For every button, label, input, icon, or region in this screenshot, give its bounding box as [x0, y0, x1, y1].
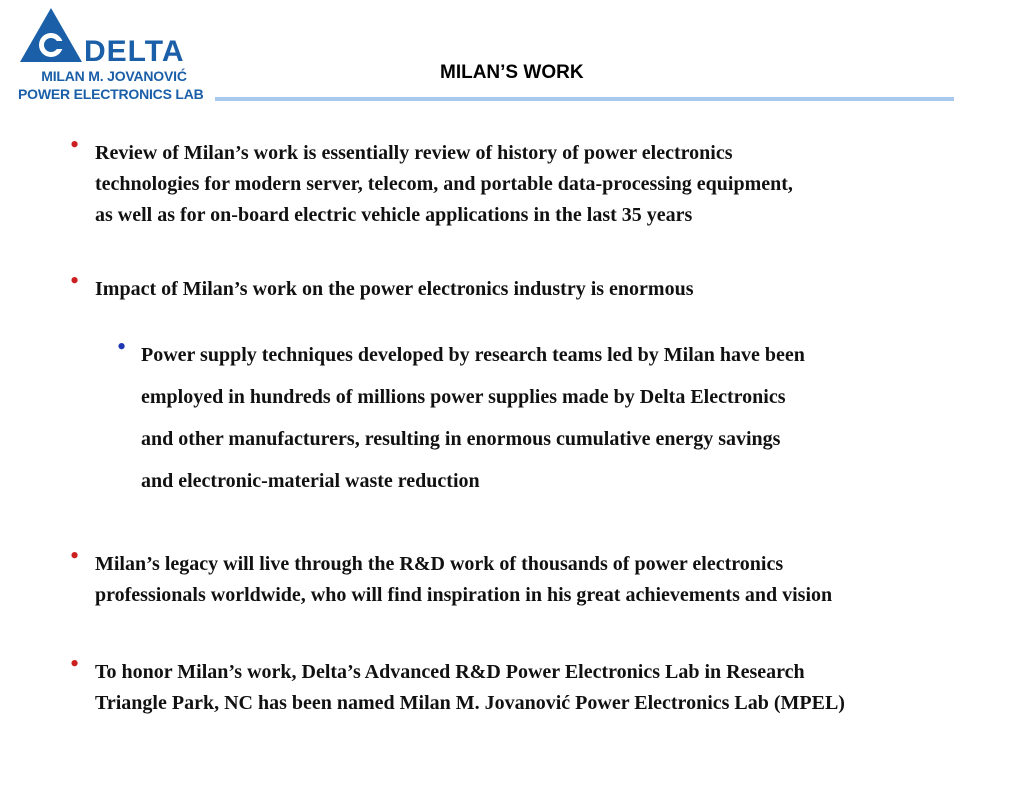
bullet-line: professionals worldwide, who will find inspiration in his great achievements and vision: [95, 584, 833, 606]
bullet-line: To honor Milan’s work, Delta’s Advanced R&D Power Electronics Lab in Research: [95, 661, 805, 683]
bullet-dot-icon: •: [117, 332, 127, 361]
delta-logo: [14, 6, 204, 106]
bullet-item: [70, 266, 694, 305]
logo-brand-text: DELTA: [84, 35, 185, 66]
bullet-dot-icon: •: [70, 130, 80, 159]
title-divider: [215, 97, 954, 101]
bullet-dot-icon: •: [70, 266, 80, 295]
lab-name-line1: MILAN M. JOVANOVIĆ: [41, 68, 187, 84]
slide-title: MILAN’S WORK: [440, 62, 584, 83]
bullet-line: Impact of Milan’s work on the power electronics industry is enormous: [95, 278, 694, 300]
sub-bullet-item: [117, 334, 805, 502]
bullet-line: Triangle Park, NC has been named Milan M. Jovanović Power Electronics Lab (MPEL): [95, 692, 845, 714]
delta-triangle-icon: [18, 6, 198, 66]
bullet-line: and electronic-material waste reduction: [141, 470, 480, 492]
bullet-line: Review of Milan’s work is essentially review of history of power electronics: [95, 142, 733, 164]
bullet-line: technologies for modern server, telecom, and portable data-processing equipment,: [95, 173, 793, 195]
bullet-item: [70, 649, 845, 719]
bullet-item: [70, 541, 833, 611]
bullet-line: Power supply techniques developed by research teams led by Milan have been: [141, 344, 805, 366]
bullet-dot-icon: •: [70, 541, 80, 570]
bullet-line: as well as for on-board electric vehicle applications in the last 35 years: [95, 204, 693, 226]
bullet-line: and other manufacturers, resulting in enormous cumulative energy savings: [141, 428, 781, 450]
bullet-line: employed in hundreds of millions power supplies made by Delta Electronics: [141, 386, 786, 408]
bullet-item: [70, 130, 793, 231]
bullet-dot-icon: •: [70, 649, 80, 678]
lab-name-line2: POWER ELECTRONICS LAB: [18, 86, 204, 102]
bullet-line: Milan’s legacy will live through the R&D work of thousands of power electronics: [95, 553, 784, 575]
